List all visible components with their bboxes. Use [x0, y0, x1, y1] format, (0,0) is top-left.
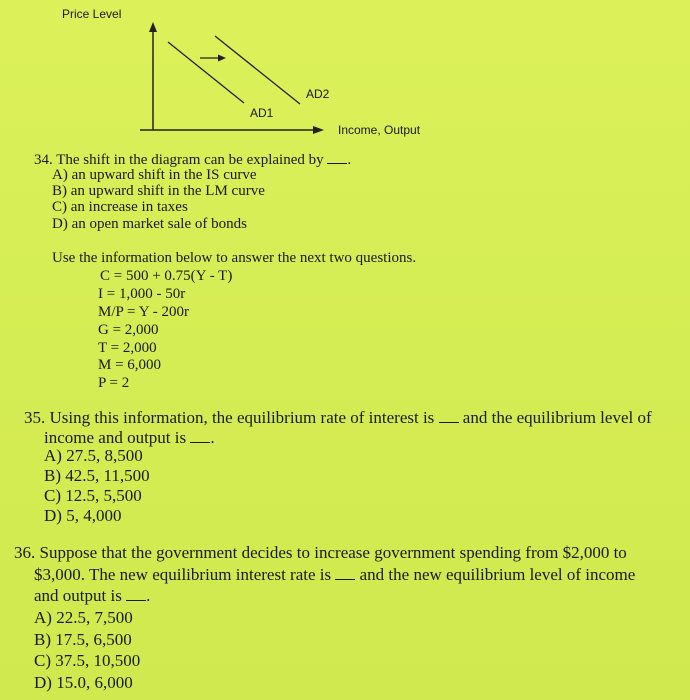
q34-option-a: A) an upward shift in the IS curve — [52, 167, 257, 183]
y-axis-label: Price Level — [62, 7, 122, 21]
q35-option-b: B) 42.5, 11,500 — [44, 466, 150, 485]
equation-money-demand: M/P = Y - 200r — [98, 304, 189, 320]
equation-investment: I = 1,000 - 50r — [98, 286, 186, 302]
x-axis-label: Income, Output — [338, 123, 421, 137]
q34-blank — [327, 151, 347, 164]
q36-option-d: D) 15.0, 6,000 — [34, 673, 133, 692]
q36-stem-line2: $3,000. The new equilibrium interest rate is and the new equilibrium level of income — [34, 565, 636, 584]
q35-blank-output — [190, 430, 210, 443]
q35-stem-line2: income and output is . — [44, 428, 215, 447]
equation-government: G = 2,000 — [98, 322, 159, 338]
q35-stem-line1: 35. Using this information, the equilibrium rate of interest is and the equilibrium level of — [24, 408, 652, 427]
ad1-curve — [168, 42, 244, 103]
info-intro: Use the information below to answer the next two questions. — [52, 250, 417, 266]
q34-option-c: C) an increase in taxes — [52, 199, 188, 215]
ad2-label: AD2 — [306, 87, 330, 101]
x-axis-arrowhead — [313, 126, 324, 134]
q36-option-c: C) 37.5, 10,500 — [34, 651, 141, 670]
equation-money-supply: M = 6,000 — [98, 357, 162, 373]
q36-option-b: B) 17.5, 6,500 — [34, 630, 132, 649]
ad1-label: AD1 — [250, 106, 274, 120]
shift-arrowhead — [218, 55, 226, 62]
q35-blank-interest — [439, 410, 459, 423]
q35-option-a: A) 27.5, 8,500 — [44, 446, 143, 465]
q34-stem: 34. The shift in the diagram can be explained by . — [34, 152, 352, 168]
ad2-curve — [215, 36, 300, 104]
q35-option-d: D) 5, 4,000 — [44, 506, 122, 525]
equation-price-level: P = 2 — [98, 375, 130, 391]
equation-consumption: C = 500 + 0.75(Y - T) — [100, 268, 233, 284]
q36-stem-line1: 36. Suppose that the government decides to increase government spending from $2,000 to — [14, 543, 627, 562]
q36-blank-output — [126, 588, 146, 601]
y-axis-arrowhead — [149, 22, 157, 32]
q34-option-b: B) an upward shift in the LM curve — [52, 183, 265, 199]
q36-option-a: A) 22.5, 7,500 — [34, 608, 133, 627]
equation-taxes: T = 2,000 — [98, 340, 157, 356]
q35-option-c: C) 12.5, 5,500 — [44, 486, 142, 505]
q34-option-d: D) an open market sale of bonds — [52, 216, 247, 232]
q36-stem-line3: and output is . — [34, 586, 151, 605]
q36-blank-interest — [335, 567, 355, 580]
